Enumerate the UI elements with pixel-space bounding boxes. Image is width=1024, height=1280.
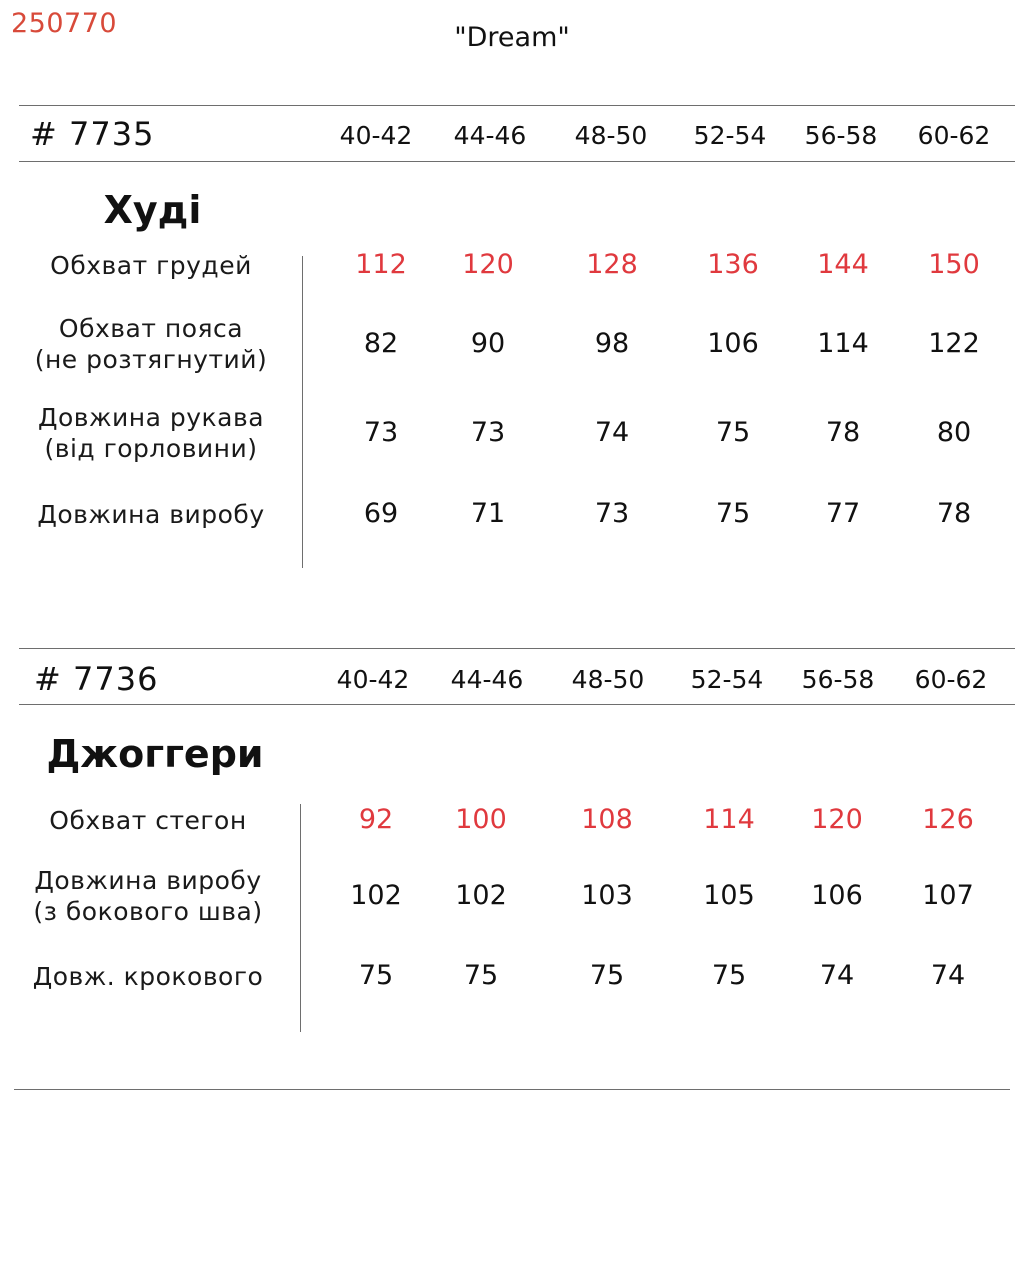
table-1-value-cell: 98 <box>594 328 630 359</box>
table-1-value-cell: 90 <box>470 328 506 359</box>
table-1-value-cell: 74 <box>594 417 630 448</box>
table-1-article-number: # 7735 <box>30 115 155 153</box>
table-2-header-rule <box>19 704 1015 705</box>
table-2-value-cell: 75 <box>589 960 625 991</box>
table-2-value-cell: 74 <box>930 960 966 991</box>
table-1-garment-name: Худі <box>103 188 202 232</box>
table-2-size-header: 44-46 <box>450 665 524 694</box>
row-label-line: (від горловини) <box>44 434 258 463</box>
table-1-value-cell: 82 <box>363 328 399 359</box>
row-label-line: Довж. крокового <box>32 961 264 991</box>
table-2-top-rule <box>19 648 1015 649</box>
table-1-value-cell: 120 <box>462 249 514 280</box>
table-2-garment-name: Джоггери <box>46 732 264 776</box>
table-2-size-header: 52-54 <box>690 665 764 694</box>
row-label-line: Довжина рукава <box>37 403 265 432</box>
table-1-column-divider <box>302 256 303 568</box>
table-2-row-label <box>8 961 288 992</box>
row-label-line: (не розтягнутий) <box>34 345 268 374</box>
table-1-value-cell: 144 <box>817 249 869 280</box>
row-label-line: Обхват пояса <box>58 314 244 343</box>
table-2-value-cell: 105 <box>703 880 755 911</box>
table-2-value-cell: 103 <box>581 880 633 911</box>
table-2-value-cell: 108 <box>581 804 633 835</box>
table-1-value-cell: 73 <box>363 417 399 448</box>
table-1-row-label <box>11 499 291 530</box>
table-2-value-cell: 92 <box>358 804 394 835</box>
table-2-size-header: 60-62 <box>914 665 988 694</box>
table-2-value-cell: 102 <box>350 880 402 911</box>
table-1-value-cell: 112 <box>355 249 407 280</box>
table-2-value-cell: 102 <box>455 880 507 911</box>
row-label-line: Довжина виробу <box>37 499 265 529</box>
table-1-row-label <box>11 313 291 375</box>
table-1-value-cell: 80 <box>936 417 972 448</box>
table-2-value-cell: 106 <box>811 880 863 911</box>
table-2-value-cell: 126 <box>922 804 974 835</box>
table-1-size-header: 56-58 <box>804 121 878 150</box>
row-label-line: Обхват грудей <box>50 250 252 280</box>
table-1-value-cell: 73 <box>470 417 506 448</box>
table-1-value-cell: 75 <box>715 417 751 448</box>
table-1-value-cell: 136 <box>707 249 759 280</box>
table-1-value-cell: 75 <box>715 498 751 529</box>
table-1-size-header: 40-42 <box>339 121 413 150</box>
table-1-value-cell: 114 <box>817 328 869 359</box>
table-1-value-cell: 78 <box>825 417 861 448</box>
table-1-size-header: 48-50 <box>574 121 648 150</box>
table-1-value-cell: 69 <box>363 498 399 529</box>
table-1-row-label <box>11 250 291 281</box>
table-2-value-cell: 120 <box>811 804 863 835</box>
table-2-value-cell: 74 <box>819 960 855 991</box>
table-2-value-cell: 75 <box>711 960 747 991</box>
table-2-value-cell: 75 <box>463 960 499 991</box>
table-1-size-header: 60-62 <box>917 121 991 150</box>
table-2-value-cell: 114 <box>703 804 755 835</box>
table-1-value-cell: 128 <box>586 249 638 280</box>
row-label-line: Обхват стегон <box>49 805 247 835</box>
table-1-value-cell: 106 <box>707 328 759 359</box>
table-2-size-header: 40-42 <box>336 665 410 694</box>
row-label-line: Довжина виробу <box>34 866 262 895</box>
row-label-line: (з бокового шва) <box>33 897 263 926</box>
table-1-top-rule <box>19 105 1015 106</box>
table-1-value-cell: 77 <box>825 498 861 529</box>
table-2-size-header: 56-58 <box>801 665 875 694</box>
table-1-size-header: 52-54 <box>693 121 767 150</box>
table-1-value-cell: 150 <box>928 249 980 280</box>
table-1-size-header: 44-46 <box>453 121 527 150</box>
table-1-header-rule <box>19 161 1015 162</box>
table-2-article-number: # 7736 <box>34 660 159 698</box>
table-2-size-header: 48-50 <box>571 665 645 694</box>
table-2-value-cell: 75 <box>358 960 394 991</box>
table-2-row-label <box>8 805 288 836</box>
table-2-column-divider <box>300 804 301 1032</box>
corner-code: 250770 <box>11 8 118 39</box>
bottom-rule <box>14 1089 1010 1090</box>
table-1-value-cell: 78 <box>936 498 972 529</box>
table-2-value-cell: 100 <box>455 804 507 835</box>
table-1-value-cell: 73 <box>594 498 630 529</box>
table-1-row-label <box>11 402 291 464</box>
table-2-value-cell: 107 <box>922 880 974 911</box>
table-1-value-cell: 71 <box>470 498 506 529</box>
document-title: "Dream" <box>454 22 570 53</box>
table-2-row-label <box>8 865 288 927</box>
table-1-value-cell: 122 <box>928 328 980 359</box>
